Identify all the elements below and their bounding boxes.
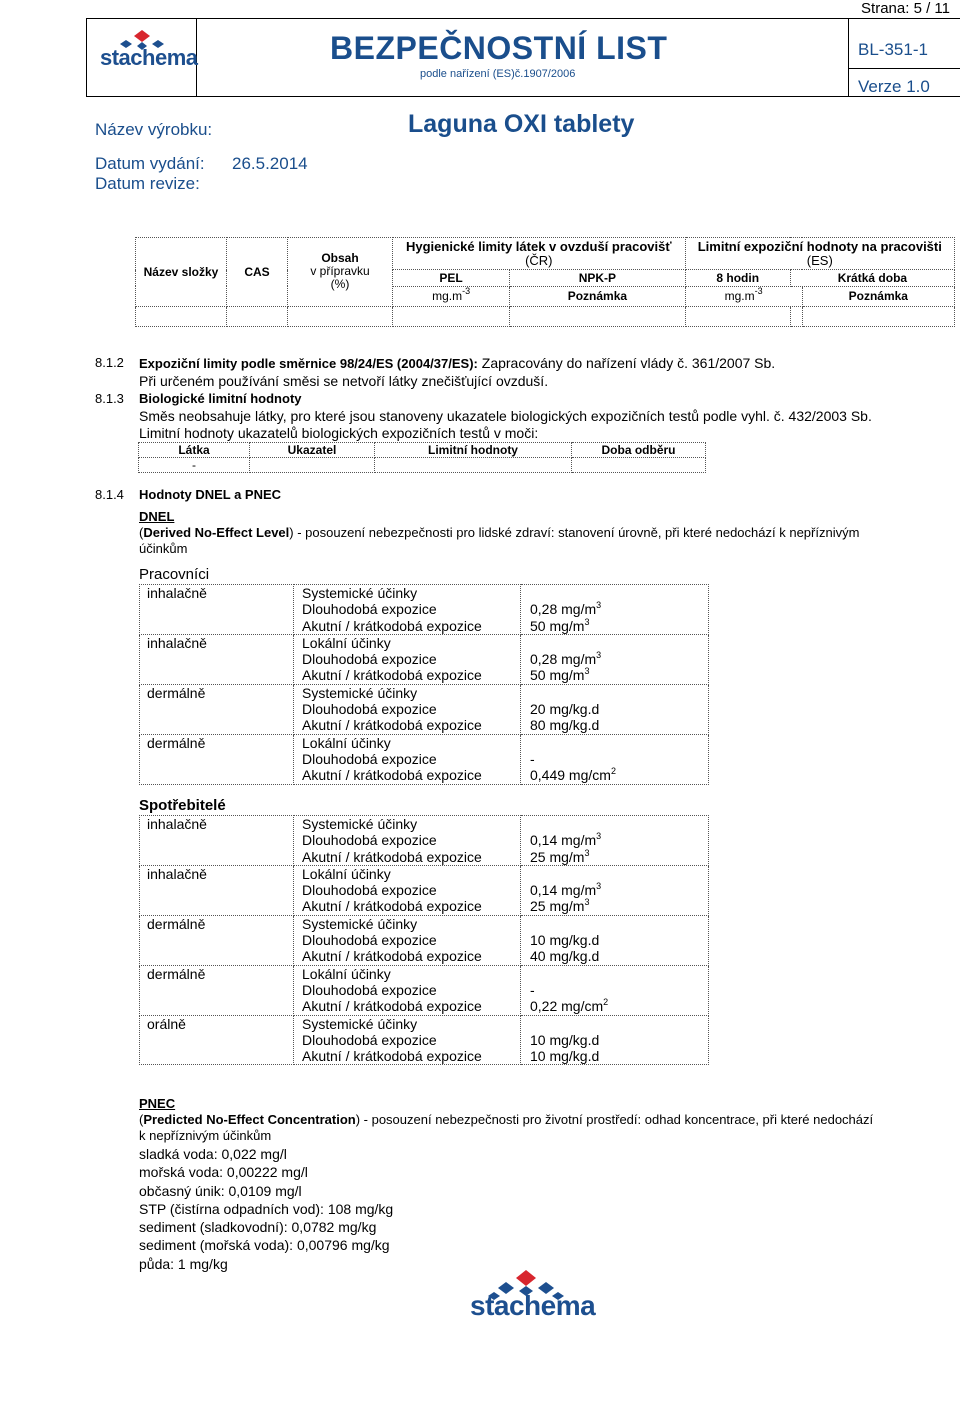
route-cell: inhalačně <box>140 585 294 635</box>
long-label: Dlouhodobá expozice <box>302 832 437 849</box>
long-value: 0,14 $mg/m^3$ <box>530 881 602 899</box>
value-cell <box>521 585 709 635</box>
long-label: Dlouhodobá expozice <box>302 932 437 949</box>
long-value: 0,28 $mg/m^3$ <box>530 650 602 668</box>
list-item: občasný únik: 0,0109 mg/l <box>139 1182 302 1199</box>
eight-hours-header: 8 hodin <box>685 270 790 287</box>
empty-cell <box>227 306 288 326</box>
workers-heading: Pracovníci <box>139 566 210 583</box>
effect-cell <box>294 585 521 635</box>
document-code: BL-351-1 <box>858 40 928 59</box>
section-8-1-3-text2: Limitní hodnoty ukazatelů biologických expozičních testů v moči: <box>139 425 539 441</box>
long-value: 0,28 $mg/m^3$ <box>530 600 602 618</box>
section-8-1-2-title: Expoziční limity podle směrnice 98/24/ES (2004/37/ES): <box>139 356 478 371</box>
table-row <box>140 684 709 734</box>
empty-cell <box>685 306 790 326</box>
short-value: 50 $mg/m^3$ <box>530 616 590 634</box>
section-8-1-3-title: Biologické limitní hodnoty <box>139 391 302 406</box>
effect-type: Lokální účinky <box>302 634 391 651</box>
dnel-term: Derived No-Effect Level <box>143 525 290 540</box>
bio-header-substance: Látka <box>139 443 250 458</box>
short-label: Akutní / krátkodobá expozice <box>302 717 482 734</box>
short-label: Akutní / krátkodobá expozice <box>302 898 482 915</box>
header-line-top <box>86 18 960 19</box>
short-label: Akutní / krátkodobá expozice <box>302 667 482 684</box>
pnec-description-line2: k nepříznivým účinkům <box>139 1128 272 1143</box>
empty-cell <box>790 306 802 326</box>
dnel-desc-text: ) - posouzení nebezpečnosti pro lidské zdraví: stanovení úrovně, při které nedochází k nepříznivým <box>289 525 860 540</box>
long-label: Dlouhodobá expozice <box>302 750 437 767</box>
hyg-limits-header: Hygienické limity látek v ovzduší pracovišť (ČR) <box>393 238 686 270</box>
footer-logo <box>466 1268 596 1338</box>
bio-header-indicator: Ukazatel <box>250 443 375 458</box>
short-value: 50 $mg/m^3$ <box>530 666 590 684</box>
effect-cell <box>294 734 521 784</box>
short-value: 0,22 $mg/cm^2$ <box>530 997 609 1015</box>
pnec-heading: PNEC <box>139 1096 176 1111</box>
effect-cell <box>294 816 521 866</box>
document-version: Verze 1.0 <box>858 77 930 96</box>
section-8-1-2-text1: Zapracovány do nařízení vlády č. 361/2007 Sb. <box>477 355 776 371</box>
value-cell <box>521 816 709 866</box>
route-cell: inhalačně <box>140 865 294 915</box>
consumers-dnel-table <box>139 815 709 1065</box>
note-hyg-header: Poznámka <box>510 286 685 306</box>
effect-type: Lokální účinky <box>302 865 391 882</box>
empty-cell <box>510 306 685 326</box>
effect-type: Lokální účinky <box>302 965 391 982</box>
document-title: BEZPEČNOSTNÍ LIST <box>330 30 668 66</box>
route-cell: orálně <box>140 1015 294 1065</box>
route-cell: dermálně <box>140 684 294 734</box>
list-item: STP (čistírna odpadních vod): 108 mg/kg <box>139 1200 394 1217</box>
list-item: sediment (sladkovodní): 0,0782 mg/kg <box>139 1219 377 1236</box>
bio-header-limit: Limitní hodnoty <box>375 443 572 458</box>
effect-cell <box>294 965 521 1015</box>
value-cell <box>521 634 709 684</box>
value-cell <box>521 965 709 1015</box>
long-value: - <box>530 750 535 767</box>
dnel-description-line1: (Derived No-Effect Level) - posouzení nebezpečnosti pro lidské zdraví: stanovení úrovně, při které nedochází k nepříznivým <box>139 525 860 540</box>
table-row <box>140 965 709 1015</box>
product-label: Název výrobku: <box>95 120 213 139</box>
route-cell: dermálně <box>140 965 294 1015</box>
short-value: 0,449 $mg/cm^2$ <box>530 766 616 784</box>
empty-cell <box>393 306 510 326</box>
section-8-1-4-title: Hodnoty DNEL a PNEC <box>139 487 282 502</box>
effect-cell <box>294 915 521 965</box>
table-row <box>140 865 709 915</box>
company-logo <box>96 28 198 84</box>
short-value: 25 $mg/m^3$ <box>530 847 590 865</box>
effect-cell <box>294 634 521 684</box>
effect-cell <box>294 865 521 915</box>
value-cell <box>521 915 709 965</box>
header-divider-2 <box>848 18 849 96</box>
route-cell: dermálně <box>140 915 294 965</box>
long-value: 10 mg/kg.d <box>530 932 600 949</box>
section-8-1-3-number: 8.1.3 <box>95 391 124 406</box>
product-name: Laguna OXI tablety <box>408 110 635 138</box>
long-value: - <box>530 981 535 998</box>
issue-date-label: Datum vydání: <box>95 154 205 173</box>
bio-cell-substance: - <box>139 458 250 473</box>
exp-limits-header: Limitní expoziční hodnoty na pracovišti (ES) <box>685 238 954 270</box>
document-subtitle: podle nařízení (ES)č.1907/2006 <box>420 68 576 80</box>
long-value: 20 mg/kg.d <box>530 701 600 718</box>
dnel-description-line2: účinkům <box>139 541 188 556</box>
long-label: Dlouhodobá expozice <box>302 651 437 668</box>
effect-type: Lokální účinky <box>302 734 391 751</box>
section-8-1-2-number: 8.1.2 <box>95 355 124 370</box>
value-cell <box>521 684 709 734</box>
value-cell <box>521 1015 709 1065</box>
long-label: Dlouhodobá expozice <box>302 981 437 998</box>
long-value: 10 mg/kg.d <box>530 1031 600 1048</box>
short-value: 80 mg/kg.d <box>530 717 600 734</box>
short-label: Akutní / krátkodobá expozice <box>302 617 482 634</box>
consumers-heading: Spotřebitelé <box>139 797 226 814</box>
list-item: mořská voda: 0,00222 mg/l <box>139 1164 308 1181</box>
list-item: sladká voda: 0,022 mg/l <box>139 1146 287 1162</box>
header-divider-3 <box>848 68 960 69</box>
col-content-header: Obsah v přípravku (%) <box>288 238 393 307</box>
dnel-heading: DNEL <box>139 509 175 524</box>
exposure-limits-table <box>135 237 955 327</box>
list-item: půda: 1 mg/kg <box>139 1255 228 1272</box>
effect-type: Systemické účinky <box>302 684 418 701</box>
section-8-1-4-number: 8.1.4 <box>95 487 124 502</box>
pnec-desc-text: ) - posouzení nebezpečnosti pro životní prostředí: odhad koncentrace, při které nedochází <box>355 1112 874 1127</box>
section-8-1-2-text2: Při určeném používání směsi se netvoří látky znečišťující ovzduší. <box>139 373 549 389</box>
effect-type: Systemické účinky <box>302 816 418 832</box>
empty-cell <box>136 306 227 326</box>
short-label: Akutní / krátkodobá expozice <box>302 948 482 965</box>
effect-type: Systemické účinky <box>302 585 418 601</box>
note-es-header: Poznámka <box>802 286 954 306</box>
table-row <box>140 816 709 866</box>
long-value: 0,14 $mg/m^3$ <box>530 831 602 849</box>
workers-dnel-table <box>139 584 709 785</box>
short-value: 10 mg/kg.d <box>530 1048 600 1065</box>
col-name-header: Název složky <box>136 238 227 307</box>
page-number: Strana: 5 / 11 <box>861 0 950 17</box>
footer-logo-text: stachema <box>470 1290 596 1321</box>
short-value: 40 mg/kg.d <box>530 948 600 965</box>
route-cell: dermálně <box>140 734 294 784</box>
bio-cell-limit <box>375 458 572 473</box>
unit-es-header: $mg.m^{-3}$ <box>685 286 802 306</box>
empty-cell <box>288 306 393 326</box>
effect-cell <box>294 684 521 734</box>
revision-date-label: Datum revize: <box>95 174 200 193</box>
table-row <box>140 915 709 965</box>
value-cell <box>521 734 709 784</box>
table-row <box>140 1015 709 1065</box>
effect-cell <box>294 1015 521 1065</box>
short-label: Akutní / krátkodobá expozice <box>302 767 482 784</box>
col-cas-header: CAS <box>227 238 288 307</box>
pnec-description-line1: (Predicted No-Effect Concentration) - posouzení nebezpečnosti pro životní prostředí: odhad koncentrace, při které nedochází <box>139 1112 874 1127</box>
company-logo-text: stachema <box>100 45 198 70</box>
long-label: Dlouhodobá expozice <box>302 882 437 899</box>
short-value: 25 $mg/m^3$ <box>530 897 590 915</box>
pnec-term: Predicted No-Effect Concentration <box>143 1112 356 1127</box>
empty-cell <box>802 306 954 326</box>
long-label: Dlouhodobá expozice <box>302 1031 437 1048</box>
header-divider-left <box>86 18 87 96</box>
route-cell: inhalačně <box>140 634 294 684</box>
issue-date: 26.5.2014 <box>232 154 308 173</box>
header-line-bottom <box>86 96 960 97</box>
effect-type: Systemické účinky <box>302 915 418 932</box>
list-item: sediment (mořská voda): 0,00796 mg/kg <box>139 1237 390 1254</box>
bio-cell-indicator <box>250 458 375 473</box>
pnec-values-list <box>139 1145 393 1273</box>
section-8-1-2-heading <box>139 355 775 371</box>
section-8-1-3-text1: Směs neobsahuje látky, pro které jsou stanoveny ukazatele biologických expozičních testů podle vyhl. č. 432/2003 Sb. <box>139 408 872 424</box>
long-label: Dlouhodobá expozice <box>302 601 437 618</box>
table-row <box>140 734 709 784</box>
effect-type: Systemické účinky <box>302 1015 418 1032</box>
bio-header-sampling: Doba odběru <box>572 443 706 458</box>
short-label: Akutní / krátkodobá expozice <box>302 998 482 1015</box>
short-term-header: Krátká doba <box>790 270 954 287</box>
bio-limits-table <box>138 442 706 473</box>
value-cell <box>521 865 709 915</box>
unit-hyg-header: $mg.m^{-3}$ <box>393 286 510 306</box>
short-label: Akutní / krátkodobá expozice <box>302 1048 482 1065</box>
bio-cell-sampling <box>572 458 706 473</box>
long-label: Dlouhodobá expozice <box>302 701 437 718</box>
pel-header: PEL <box>393 270 510 287</box>
table-row <box>140 585 709 635</box>
route-cell: inhalačně <box>140 816 294 866</box>
table-row <box>140 634 709 684</box>
short-label: Akutní / krátkodobá expozice <box>302 848 482 865</box>
npk-header: NPK-P <box>510 270 685 287</box>
